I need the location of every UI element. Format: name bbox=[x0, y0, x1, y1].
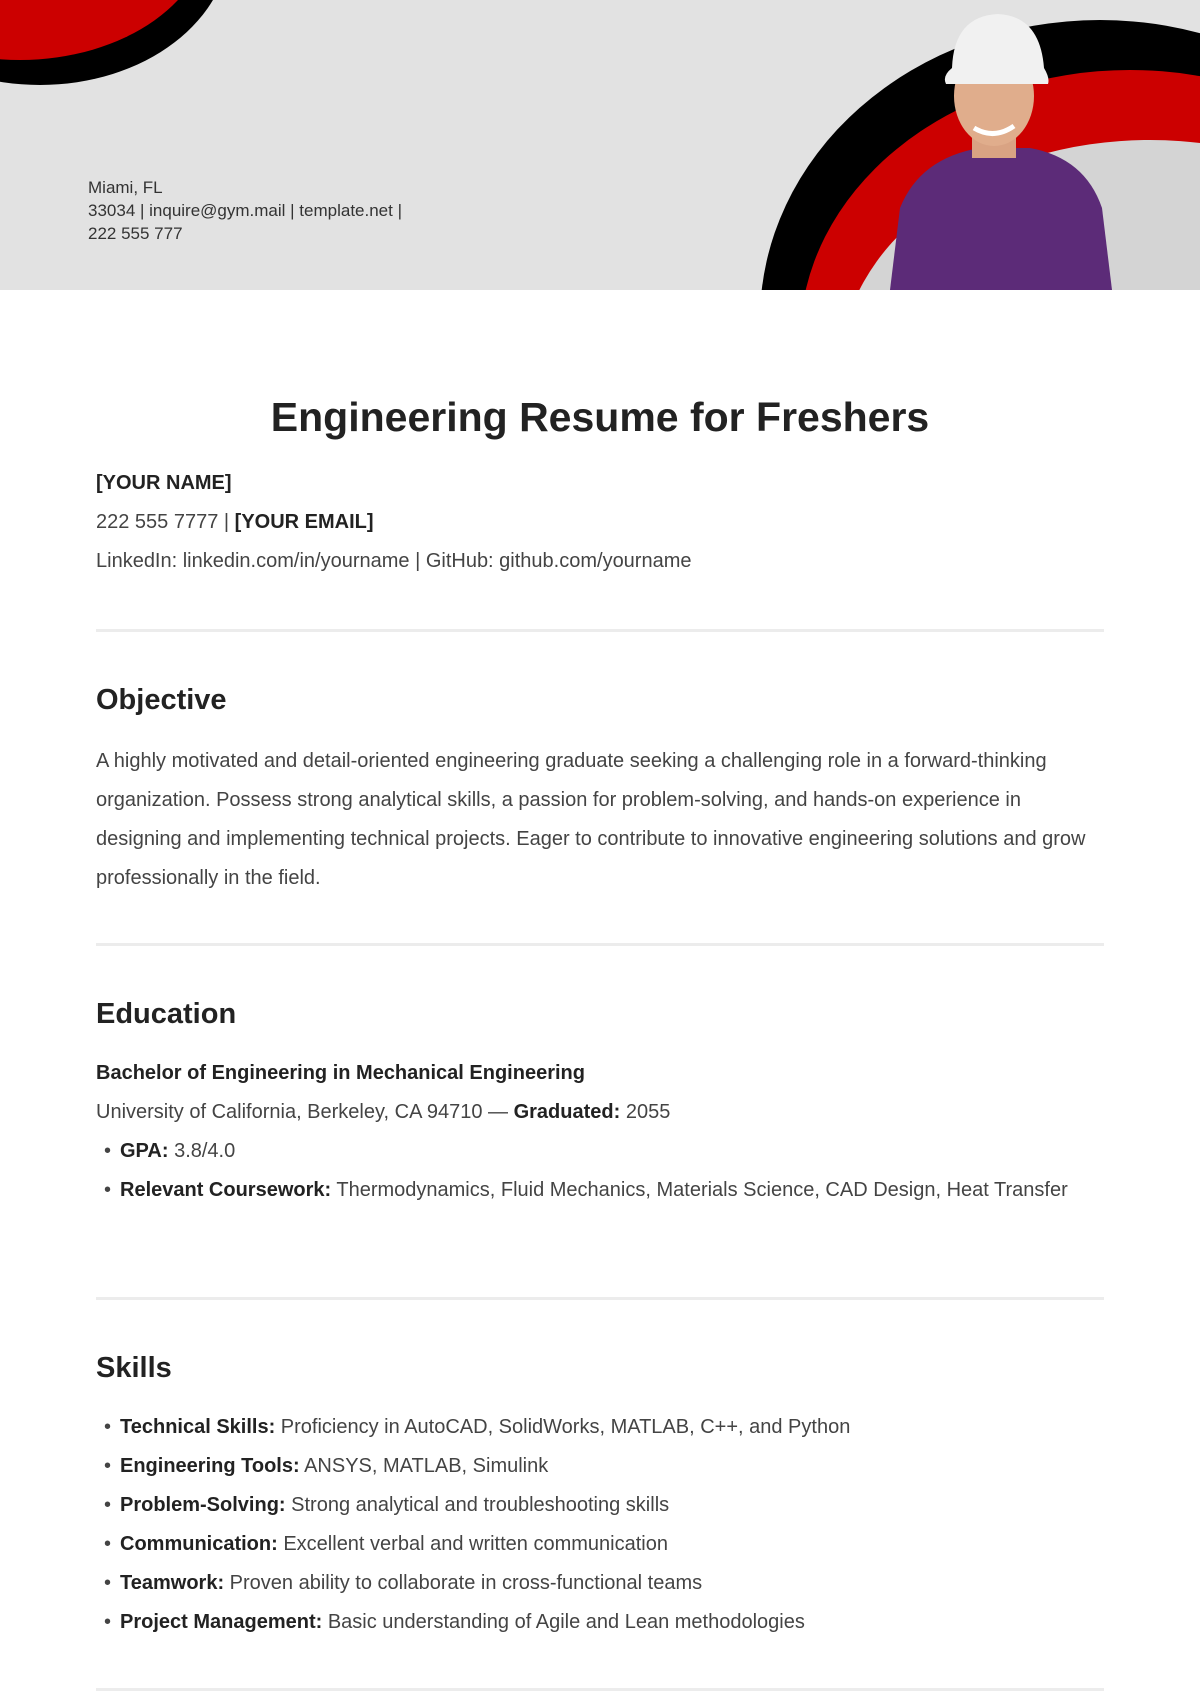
phone-email-line bbox=[96, 511, 374, 534]
degree: Bachelor of Engineering in Mechanical Engineering bbox=[96, 1062, 585, 1084]
objective-heading: Objective bbox=[96, 684, 227, 716]
header-phone: 222 555 777 bbox=[88, 224, 183, 243]
skill-label: Technical Skills: bbox=[120, 1416, 276, 1438]
email: [YOUR EMAIL] bbox=[234, 511, 374, 533]
skill-item: • Problem-Solving: Strong analytical and troubleshooting skills bbox=[104, 1494, 670, 1516]
item-label: GPA: bbox=[120, 1140, 169, 1162]
skill-item: • Teamwork: Proven ability to collaborate in cross-functional teams bbox=[104, 1572, 703, 1594]
divider bbox=[96, 1297, 1104, 1300]
item-text: 3.8/4.0 bbox=[168, 1140, 236, 1162]
skill-text: ANSYS, MATLAB, Simulink bbox=[299, 1455, 549, 1477]
skill-label: Project Management: bbox=[120, 1611, 323, 1633]
divider bbox=[96, 943, 1104, 946]
skill-item: • Engineering Tools: ANSYS, MATLAB, Simulink bbox=[104, 1455, 549, 1477]
graduated-year: 2055 bbox=[620, 1101, 671, 1123]
skills-heading: Skills bbox=[96, 1352, 172, 1384]
skill-text: Proven ability to collaborate in cross-functional teams bbox=[224, 1572, 703, 1594]
skill-text: Proficiency in AutoCAD, SolidWorks, MATLAB, C++, and Python bbox=[275, 1416, 851, 1438]
school-line bbox=[96, 1101, 670, 1124]
skill-text: Basic understanding of Agile and Lean methodologies bbox=[322, 1611, 805, 1633]
header-contact bbox=[88, 176, 402, 245]
skill-item: • Technical Skills: Proficiency in AutoCAD, SolidWorks, MATLAB, C++, and Python bbox=[104, 1416, 851, 1438]
skill-text: Strong analytical and troubleshooting skills bbox=[285, 1494, 670, 1516]
education-heading: Education bbox=[96, 998, 237, 1030]
list-item: • GPA: 3.8/4.0 bbox=[104, 1140, 236, 1162]
skill-text: Excellent verbal and written communication bbox=[277, 1533, 668, 1555]
header-location: Miami, FL bbox=[88, 178, 163, 197]
header-contact-line: 33034 | inquire@gym.mail | template.net | bbox=[88, 201, 402, 220]
skill-label: Teamwork: bbox=[120, 1572, 225, 1594]
school: University of California, Berkeley, CA 94710 — bbox=[96, 1101, 514, 1123]
skill-label: Engineering Tools: bbox=[120, 1455, 300, 1477]
list-item: • Relevant Coursework: Thermodynamics, Fluid Mechanics, Materials Science, CAD Design, Heat Transfer bbox=[104, 1179, 1068, 1201]
item-text: Thermodynamics, Fluid Mechanics, Materials Science, CAD Design, Heat Transfer bbox=[331, 1179, 1068, 1201]
skill-item: • Communication: Excellent verbal and written communication bbox=[104, 1533, 668, 1555]
profile-links: LinkedIn: linkedin.com/in/yourname | GitHub: github.com/yourname bbox=[96, 550, 692, 572]
skill-label: Communication: bbox=[120, 1533, 278, 1555]
phone: 222 555 7777 | bbox=[96, 511, 235, 533]
page-title: Engineering Resume for Freshers bbox=[270, 394, 930, 440]
engineer-photo bbox=[880, 8, 1120, 290]
divider bbox=[96, 1688, 1104, 1691]
your-name: [YOUR NAME] bbox=[96, 472, 232, 494]
skill-label: Problem-Solving: bbox=[120, 1494, 286, 1516]
header-banner bbox=[0, 0, 1200, 290]
objective-text: A highly motivated and detail-oriented engineering graduate seeking a challenging role in a forward-thinking organization. Possess strong analytical skills, a passion for problem-solving, and hands-on experience in designing and implementing technical projects. Eager to contribute to innovative engineering solutions and grow professionally in the field. bbox=[96, 750, 1086, 889]
graduated-label: Graduated: bbox=[513, 1101, 621, 1123]
skill-item: • Project Management: Basic understanding of Agile and Lean methodologies bbox=[104, 1611, 805, 1633]
divider bbox=[96, 629, 1104, 632]
item-label: Relevant Coursework: bbox=[120, 1179, 332, 1201]
